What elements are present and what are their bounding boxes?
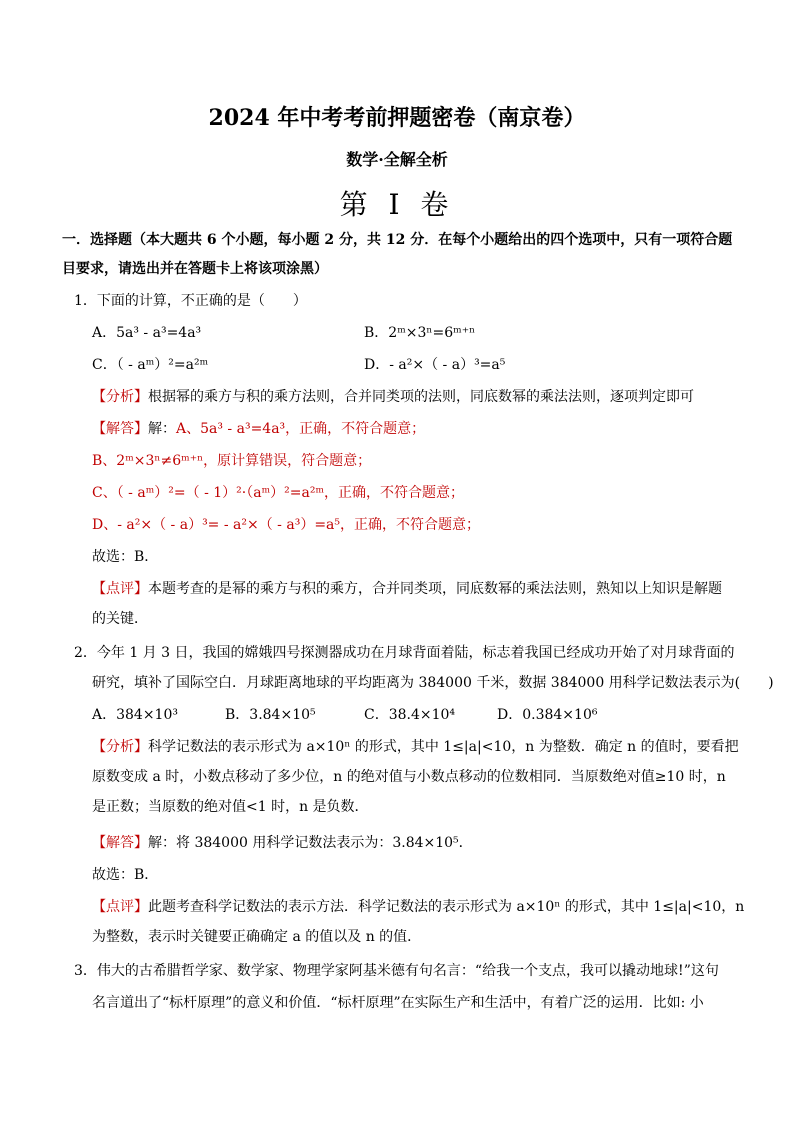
q1-comment-label: 【点评】	[92, 581, 148, 597]
q1-option-c: C．（ - aᵐ）²=a²ᵐ	[92, 357, 209, 373]
q2-analysis-line3: 是正数；当原数的绝对值<1 时，n 是负数．	[92, 799, 369, 815]
q2-choice: 故选：B．	[92, 867, 159, 883]
q2-comment-label: 【点评】	[92, 899, 148, 915]
q1-option-b: B．2ᵐ×3ⁿ=6ᵐ⁺ⁿ	[364, 325, 476, 341]
q1-comment-text: 本题考查的是幂的乘方与积的乘方，合并同类项，同底数幂的乘法法则，熟知以上知识是解题	[148, 581, 722, 597]
q1-analysis-label: 【分析】	[92, 389, 148, 405]
q1-option-a: A．5a³ - a³=4a³	[92, 325, 202, 341]
q2-stem-line2: 研究，填补了国际空白．月球距离地球的平均距离为 384000 千米，数据 384000 用科学记数法表示为( )	[92, 675, 774, 691]
q2-answer-label: 【解答】	[92, 835, 148, 851]
section-heading-line2: 目要求，请选出并在答题卡上将该项涂黑）	[62, 261, 328, 277]
q2-stem-line1: 2．今年 1 月 3 日，我国的嫦娥四号探测器成功在月球背面着陆，标志着我国已经成功开始了对月球背面的	[74, 645, 735, 661]
q3-stem-line1: 3．伟大的古希腊哲学家、数学家、物理学家阿基米德有句名言：“给我一个支点，我可以撬动地球!”这句	[74, 963, 719, 979]
q2-option-c: C．38.4×10⁴	[364, 707, 456, 723]
q2-comment-line2: 为整数，表示时关键要正确确定 a 的值以及 n 的值．	[92, 929, 422, 945]
q2-analysis-label: 【分析】	[92, 739, 148, 755]
q1-answer-b: B、2ᵐ×3ⁿ≠6ᵐ⁺ⁿ，原计算错误，符合题意；	[92, 453, 372, 469]
q1-analysis-text: 根据幂的乘方与积的乘方法则，合并同类项的法则，同底数幂的乘法法则，逐项判定即可	[148, 389, 694, 405]
q2-option-b: B．3.84×10⁵	[225, 707, 316, 723]
q2-option-a: A．384×10³	[92, 707, 178, 723]
page-title: 2024 年中考考前押题密卷（南京卷）	[208, 105, 586, 131]
section-heading-line1: 一．选择题（本大题共 6 个小题，每小题 2 分，共 12 分．在每个小题给出的四个选项中，只有一项符合题	[62, 232, 733, 248]
q2-analysis	[92, 736, 739, 758]
q2-answer-text: 解：将 384000 用科学记数法表示为：3.84×10⁵．	[148, 835, 473, 851]
q2-analysis-line2: 原数变成 a 时，小数点移动了多少位，n 的绝对值与小数点移动的位数相同．当原数绝对值≥10 时，n	[92, 769, 726, 785]
q1-comment	[92, 578, 722, 600]
q1-choice: 故选：B．	[92, 549, 159, 565]
q3-stem-line2: 名言道出了“标杆原理”的意义和价值．“标杆原理”在实际生产和生活中，有着广泛的运用．比如: 小	[92, 995, 704, 1011]
q1-stem: 1．下面的计算，不正确的是（ ）	[74, 293, 307, 309]
page-subtitle: 数学·全解全析	[346, 150, 448, 169]
q1-answer-label: 【解答】	[92, 421, 148, 437]
q1-answer-a: A、5a³ - a³=4a³，正确，不符合题意；	[176, 421, 426, 437]
q2-comment-text: 此题考查科学记数法的表示方法．科学记数法的表示形式为 a×10ⁿ 的形式，其中 1≤|a|<10，n	[148, 899, 745, 915]
volume-heading: 第 I 卷	[339, 188, 455, 221]
q1-analysis	[92, 386, 694, 408]
q2-analysis-text: 科学记数法的表示形式为 a×10ⁿ 的形式，其中 1≤|a|<10，n 为整数．确定 n 的值时，要看把	[148, 739, 739, 755]
q1-answer-c: C、（ - aᵐ）²=（ - 1）²·（aᵐ）²=a²ᵐ，正确，不符合题意；	[92, 485, 465, 501]
q1-answer-lead: 解：	[148, 421, 176, 437]
q2-answer	[92, 832, 473, 854]
q1-answer-d: D、- a²×（ - a）³= - a²×（ - a³）=a⁵，正确，不符合题意；	[92, 517, 481, 533]
q1-option-d: D．- a²×（ - a）³=a⁵	[364, 357, 506, 373]
q2-comment	[92, 896, 744, 918]
q1-answer	[92, 418, 425, 440]
q2-option-d: D．0.384×10⁶	[497, 707, 598, 723]
q1-comment-line2: 的关键．	[92, 611, 148, 627]
